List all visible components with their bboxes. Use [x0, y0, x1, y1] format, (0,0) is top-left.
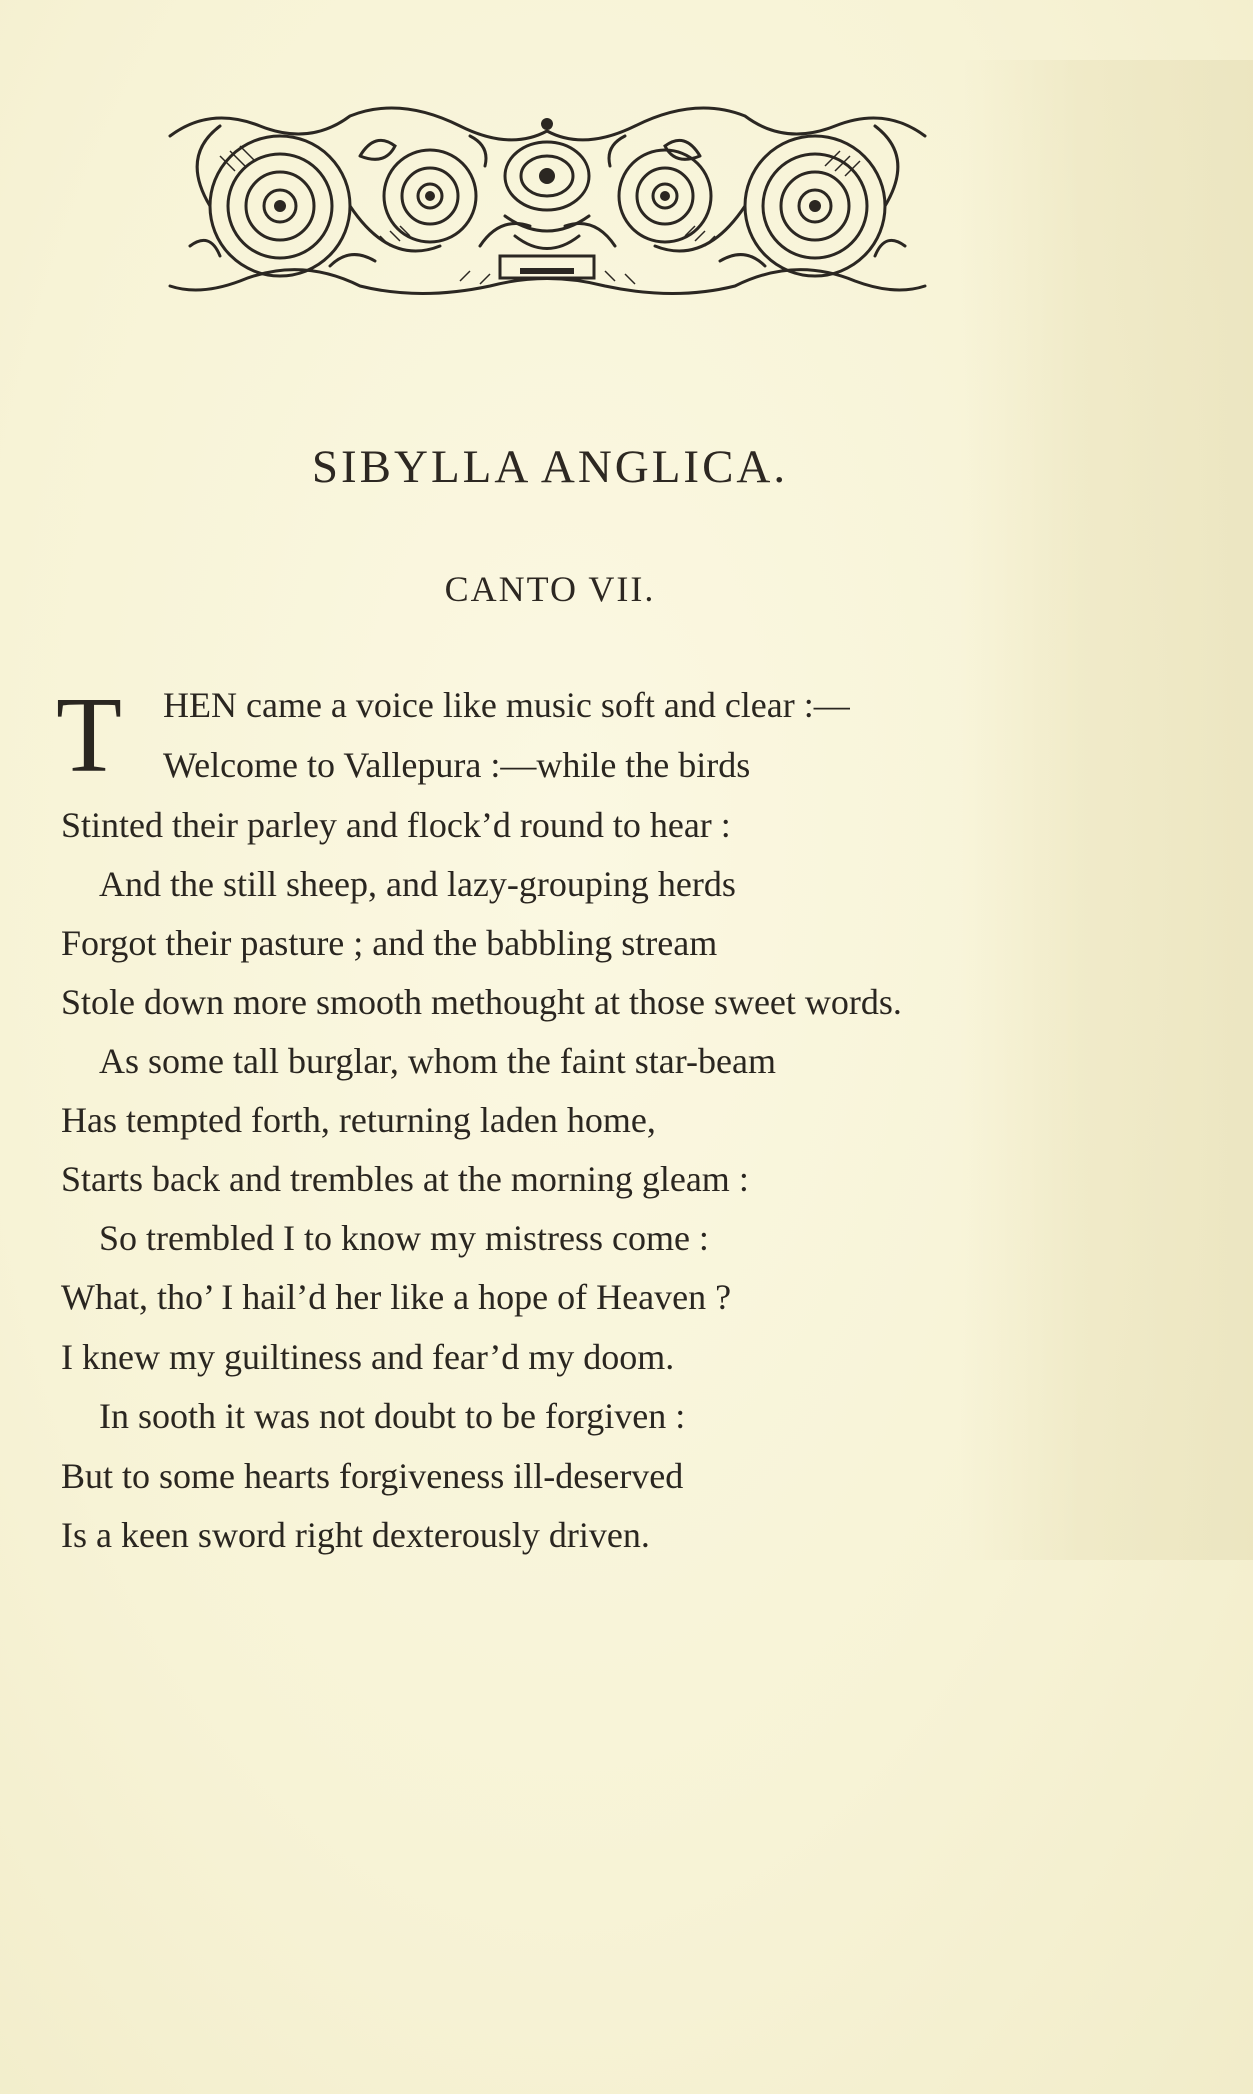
poem-line: But to some hearts forgiveness ill-deserved	[61, 1456, 684, 1496]
poem-line: Stole down more smooth methought at those sweet words.	[61, 982, 902, 1022]
poem-line: As some tall burglar, whom the faint star-beam	[99, 1041, 777, 1081]
poem-line: Starts back and trembles at the morning gleam :	[61, 1159, 749, 1199]
poem-line: In sooth it was not doubt to be forgiven :	[99, 1396, 686, 1436]
poem-line: Is a keen sword right dexterously driven.	[61, 1515, 650, 1555]
poem-line: Forgot their pasture ; and the babbling stream	[61, 923, 718, 963]
poem-line: Has tempted forth, returning laden home,	[61, 1100, 656, 1140]
poem-line: Stinted their parley and flock’d round to hear :	[61, 805, 731, 845]
poem-line: What, tho’ I hail’d her like a hope of Heaven ?	[61, 1277, 732, 1317]
poem-line: So trembled I to know my mistress come :	[99, 1218, 709, 1258]
poem-line: HEN came a voice like music soft and clear :—	[163, 685, 850, 725]
drop-cap: T	[56, 676, 122, 795]
canto-heading: CANTO VII.	[444, 569, 656, 609]
poem-line: I knew my guiltiness and fear’d my doom.	[61, 1337, 675, 1377]
poem-line: Welcome to Vallepura :—while the birds	[163, 745, 751, 785]
poem-line: And the still sheep, and lazy-grouping herds	[99, 864, 736, 904]
poem-title: SIBYLLA ANGLICA.	[311, 441, 789, 493]
